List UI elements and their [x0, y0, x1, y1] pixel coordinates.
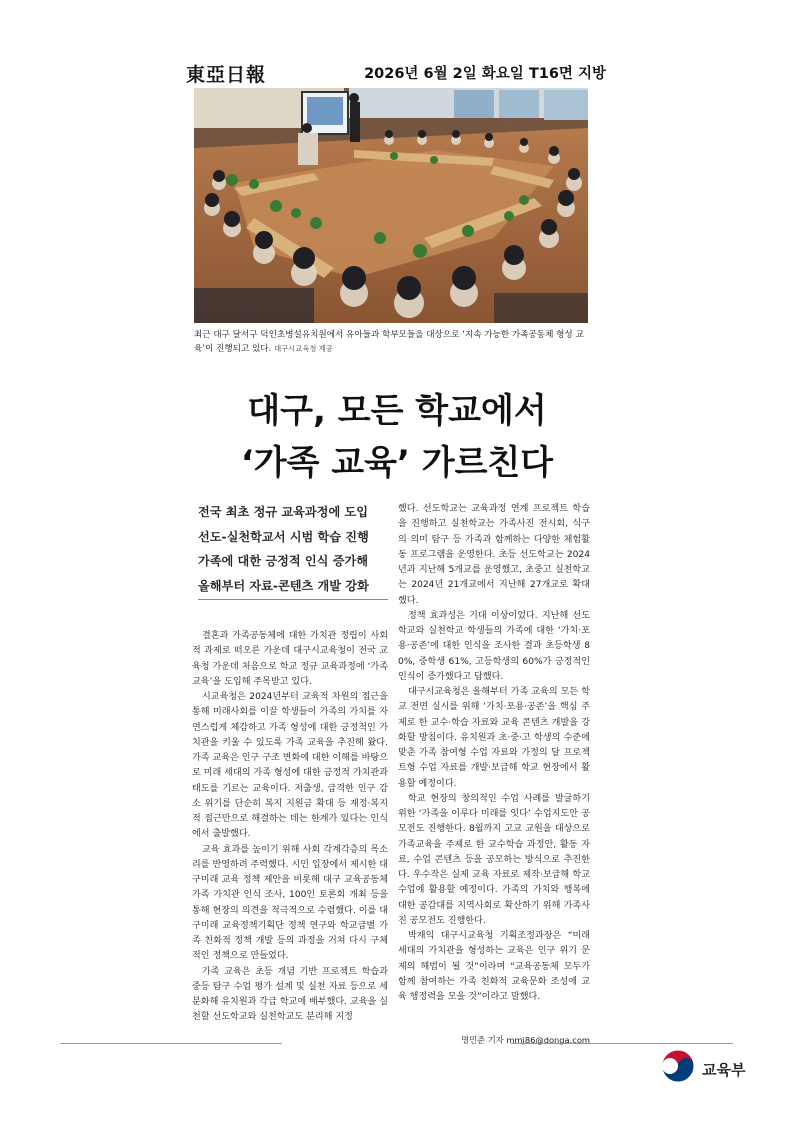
deck-line: 가족에 대한 긍정적 인식 증가해 — [198, 554, 369, 569]
deck-divider — [198, 599, 388, 600]
deck-line: 선도-실천학교서 시범 학습 진행 — [198, 529, 369, 544]
headline — [150, 385, 644, 489]
taegeuk-emblem-icon — [660, 1048, 696, 1084]
article-paragraph: 정책 효과성은 기대 이상이었다. 지난해 선도학교와 실천학교 학생들의 가족에 대한 ‘가치·포용·공존’에 대한 인식을 조사한 결과 초등학생 80%, 중학생 61%, 고등학생의 60%가 긍정적인 인식이 증가했다고 답했다. — [398, 610, 590, 682]
article-paragraph: 시교육청은 2024년부터 교육적 차원의 접근을 통해 미래사회를 이끌 학생들이 가족의 가치를 자연스럽게 체감하고 가족 형성에 대한 긍정적인 가치관을 키울 수 있도록 가족 교육을 추진해 왔다. 가족 교육은 인구 구조 변화에 대한 이해를 바탕으로 미래 세대의 가족 형성에 대한 긍정적 가치관과 태도를 기르는 교육이다. 저출생, 급격한 인구 감소 위기를 단순히 복지 지원금 확대 등 재정·복지적 접근만으로 해결하는 데는 한계가 있다는 인식에서 출발했다. — [192, 692, 388, 840]
issue-dateline: 2026년 6월 2일 화요일 T16면 지방 — [364, 66, 606, 82]
footer-rule-right — [511, 1043, 733, 1044]
article-paragraph: 했다. 선도학교는 교육과정 연계 프로젝트 학습을 진행하고 실천학교는 가족사진 전시회, 식구의 의미 탐구 등 가족과 함께하는 다양한 체험활동 프로그램을 운영한다. 초등 선도학교는 2024년과 지난해 5개교를 운영했고, 초중고 실천학교는 2024년 21개교에서 지난해 27개교로 확대했다. — [398, 504, 590, 606]
footer-rule-left — [60, 1043, 282, 1044]
article-paragraph: 박재익 대구시교육청 기획조정과장은 “미래 세대의 가치관을 형성하는 교육은 인구 위기 문제의 해법이 될 것”이라며 “교육공동체 모두가 함께 참여하는 가족 친화적 교육문화 조성에 교육 행정력을 모을 것”이라고 말했다. — [398, 931, 590, 1002]
article-paragraph: 가족 교육은 초등 개념 기반 프로젝트 학습과 중등 탐구 수업 평가 설계 및 실천 자료 등으로 세분화해 유치원과 각급 학교에 배부했다. 교육을 실천할 선도학교와 실천학교도 분리해 지정 — [192, 966, 388, 1023]
deck-line: 전국 최초 정규 교육과정에 도입 — [198, 505, 369, 519]
article-paragraph: 학교 현장의 창의적인 수업 사례를 발굴하기 위한 ‘가족을 이루다 미래를 잇다’ 수업지도안 공모전도 진행한다. 8월까지 고교 교원을 대상으로 가족교육을 주제로 한 교수학습 과정안, 활동 자료, 수업 콘텐츠 등을 공모하는 방식으로 추진한다. 우수작은 실제 교육 자료로 제작·보급해 학교 수업에 활용할 예정이다. 가족의 가치와 행복에 대한 공감대를 지역사회로 확산하기 위해 가족사진 공모전도 진행한다. — [398, 793, 590, 926]
article-paragraph: 결혼과 가족공동체에 대한 가치관 정립이 사회적 과제로 떠오른 가운데 대구시교육청이 전국 교육청 가운데 처음으로 학교 정규 교육과정에 ‘가족 교육’을 도입해 주목받고 있다. — [192, 631, 388, 687]
reporter-byline: 명민준 기자 mmj86@donga.com — [461, 1035, 590, 1045]
article-column-1 — [192, 629, 388, 1026]
classroom-photo-illustration — [194, 88, 588, 323]
news-photo — [194, 88, 588, 323]
newspaper-logo: 東亞日報 — [186, 64, 267, 86]
article-paragraph: 대구시교육청은 올해부터 가족 교육의 모든 학교 전면 실시를 위해 ‘가치·포용·공존’을 핵심 주제로 한 교수·학습 자료와 교육 콘텐츠 개발을 강화할 방침이다. 유치원과 초·중·고 학생의 수준에 맞춘 가족 참여형 수업 자료와 가정의 달 프로젝트형 수업 자료를 개발·보급해 학교 현장에서 활용할 예정이다. — [398, 687, 590, 789]
photo-credit: 대구시교육청 제공 — [274, 344, 333, 353]
article-paragraph: 교육 효과를 높이기 위해 사회 각계각층의 목소리를 반영하려 주력했다. 시민 입장에서 제시한 대구미래 교육 정책 제안을 비롯해 대구 교육공동체 가족 가치관 인식 조사, 100인 토론회 개최 등을 통해 현장의 의견을 적극적으로 수렴했다. 이를 대구미래 교육정책기획단 정책 연구와 학교급별 가족 친화적 정책 개발 등의 과정을 거쳐 다시 구체적인 정책으로 만들었다. — [192, 844, 388, 962]
ministry-name: 교육부 — [702, 1061, 746, 1079]
deck-line: 올해부터 자료-콘텐츠 개발 강화 — [198, 578, 369, 593]
article-column-2 — [398, 502, 590, 1005]
headline-line-1: 대구, 모든 학교에서 — [247, 391, 547, 431]
headline-line-2: ‘가족 교육’ 가르친다 — [240, 443, 554, 483]
photo-caption — [194, 328, 588, 356]
caption-text: 최근 대구 달서구 덕인초병설유치원에서 유아들과 학부모들을 대상으로 ‘지속 가능한 가족공동체 형성 교육’이 진행되고 있다. — [194, 330, 584, 354]
ministry-of-education-logo — [660, 1048, 760, 1088]
subheadline-deck — [198, 500, 388, 598]
masthead — [186, 60, 606, 86]
